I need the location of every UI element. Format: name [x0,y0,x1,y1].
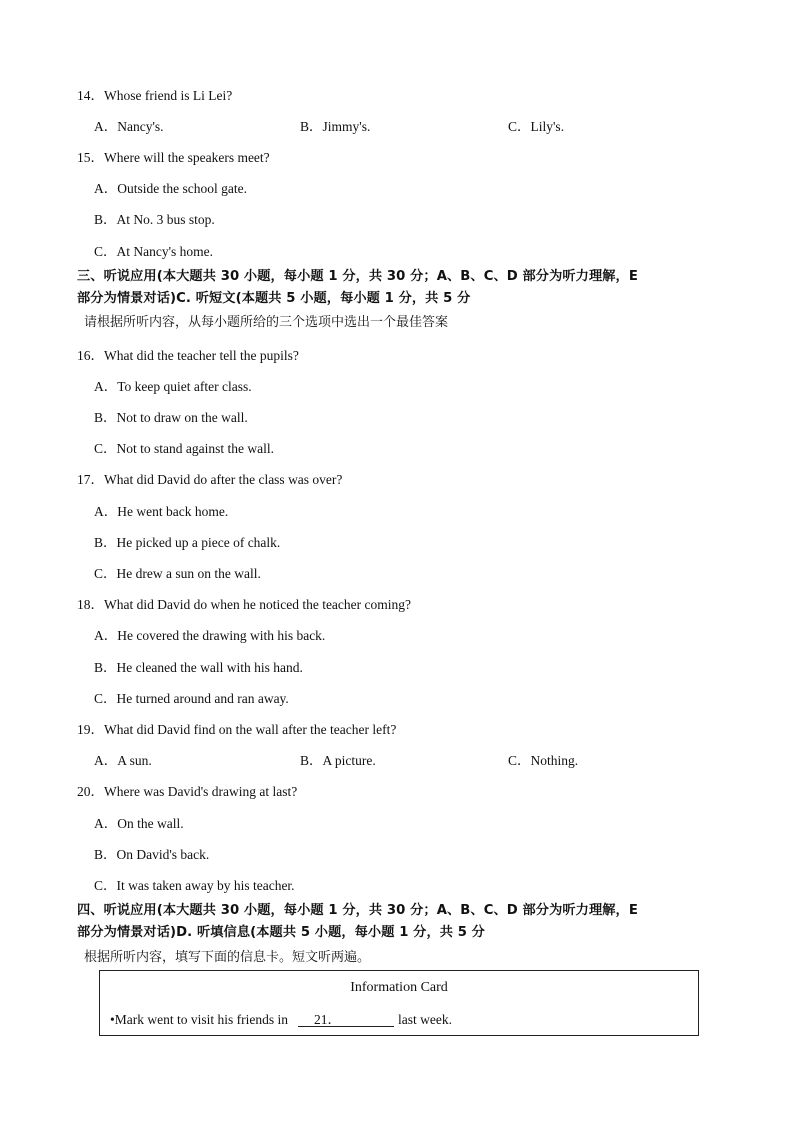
q20-option-a: A．On the wall. [94,816,184,831]
section-3-heading-line-2: 部分为情景对话)C. 听短文(本题共 5 小题，每小题 1 分，共 5 分 [77,291,471,306]
q18-option-b: B．He cleaned the wall with his hand. [94,660,303,675]
question-20: 20．Where was David's drawing at last? [77,784,298,799]
information-card [99,970,699,1036]
question-18: 18．What did David do when he noticed the teacher coming? [77,597,412,612]
q19-option-c: C．Nothing. [508,753,579,768]
q14-option-a: A．Nancy's. [94,119,164,134]
information-card-title: Information Card [350,980,448,995]
q15-option-c: C．At Nancy's home. [94,244,214,259]
answer-blank-21[interactable]: 21． [298,1013,394,1027]
q18-option-a: A．He covered the drawing with his back. [94,628,326,643]
section-4-instruction: 根据所听内容，填写下面的信息卡。短文听两遍。 [84,950,371,965]
q16-option-a: A．To keep quiet after class. [94,379,252,394]
q16-option-b: B．Not to draw on the wall. [94,410,248,425]
section-4-heading-line-1: 四、听说应用(本大题共 30 小题，每小题 1 分，共 30 分；A、B、C、D 部分为听力理解，E [77,903,638,918]
question-14: 14．Whose friend is Li Lei? [77,88,233,103]
information-card-line [110,1012,452,1028]
q14-option-c: C．Lily's. [508,119,565,134]
q20-option-c: C．It was taken away by his teacher. [94,878,295,893]
q17-option-a: A．He went back home. [94,504,229,519]
section-3-heading-line-1: 三、听说应用(本大题共 30 小题，每小题 1 分，共 30 分；A、B、C、D 部分为听力理解，E [77,269,638,284]
q19-option-b: B．A picture. [300,753,376,768]
section-4-heading-line-2: 部分为情景对话)D. 听填信息(本题共 5 小题，每小题 1 分，共 5 分 [77,925,485,940]
q17-option-b: B．He picked up a piece of chalk. [94,535,281,550]
card-line-prefix: •Mark went to visit his friends in [110,1012,288,1027]
q16-option-c: C．Not to stand against the wall. [94,441,274,456]
question-17: 17．What did David do after the class was over? [77,472,343,487]
card-line-suffix: last week. [397,1012,452,1027]
q15-option-a: A．Outside the school gate. [94,181,247,196]
q20-option-b: B．On David's back. [94,847,210,862]
q18-option-c: C．He turned around and ran away. [94,691,289,706]
q19-option-a: A．A sun. [94,753,152,768]
q17-option-c: C．He drew a sun on the wall. [94,566,261,581]
question-16: 16．What did the teacher tell the pupils? [77,348,299,363]
q14-option-b: B．Jimmy's. [300,119,371,134]
question-15: 15．Where will the speakers meet? [77,150,270,165]
question-19: 19．What did David find on the wall after the teacher left? [77,722,397,737]
section-3-instruction: 请根据所听内容，从每小题所给的三个选项中选出一个最佳答案 [84,315,449,330]
q15-option-b: B．At No. 3 bus stop. [94,212,215,227]
